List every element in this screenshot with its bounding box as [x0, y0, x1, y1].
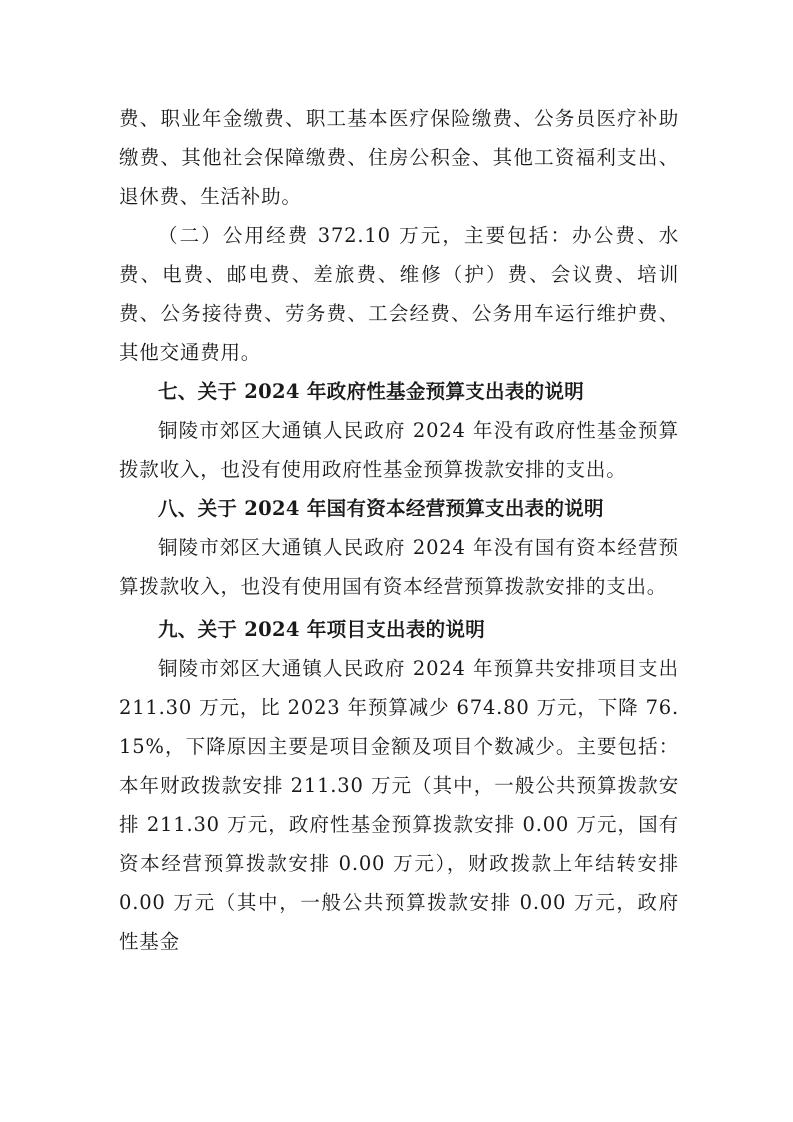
paragraph-public-expenses: （二）公用经费 372.10 万元，主要包括：办公费、水费、电费、邮电费、差旅费、维修（护）费、会议费、培训费、公务接待费、劳务费、工会经费、公务用车运行维护费、其他交通费用。 — [119, 224, 679, 364]
paragraph-personnel-expenses-continued: 费、职业年金缴费、职工基本医疗保险缴费、公务员医疗补助缴费、其他社会保障缴费、住房公积金、其他工资福利支出、退休费、生活补助。 — [119, 107, 679, 208]
paragraph-government-fund: 铜陵市郊区大通镇人民政府 2024 年没有政府性基金预算拨款收入，也没有使用政府性基金预算拨款安排的支出。 — [119, 419, 679, 481]
paragraph-state-capital: 铜陵市郊区大通镇人民政府 2024 年没有国有资本经营预算拨款收入，也没有使用国有资本经营预算拨款安排的支出。 — [119, 536, 679, 598]
document-body — [119, 99, 679, 961]
heading-section-9: 九、关于 2024 年项目支出表的说明 — [158, 618, 486, 641]
paragraph-project-expenditure: 铜陵市郊区大通镇人民政府 2024 年预算共安排项目支出 211.30 万元，比 2023 年预算减少 674.80 万元，下降 76.15%，下降原因主要是项目金额及项目个数减少。主要包括：本年财政拨款安排 211.30 万元（其中，一般公共预算拨款安排 211.30 万元，政府性基金预算拨款安排 0.00 万元，国有资本经营预算拨款安排 0.00 万元），财政拨款上年结转安排 0.00 万元（其中，一般公共预算拨款安排 0.00 万元，政府性基金 — [119, 657, 679, 953]
heading-section-8: 八、关于 2024 年国有资本经营预算支出表的说明 — [158, 497, 604, 520]
heading-section-7: 七、关于 2024 年政府性基金预算支出表的说明 — [158, 380, 585, 403]
